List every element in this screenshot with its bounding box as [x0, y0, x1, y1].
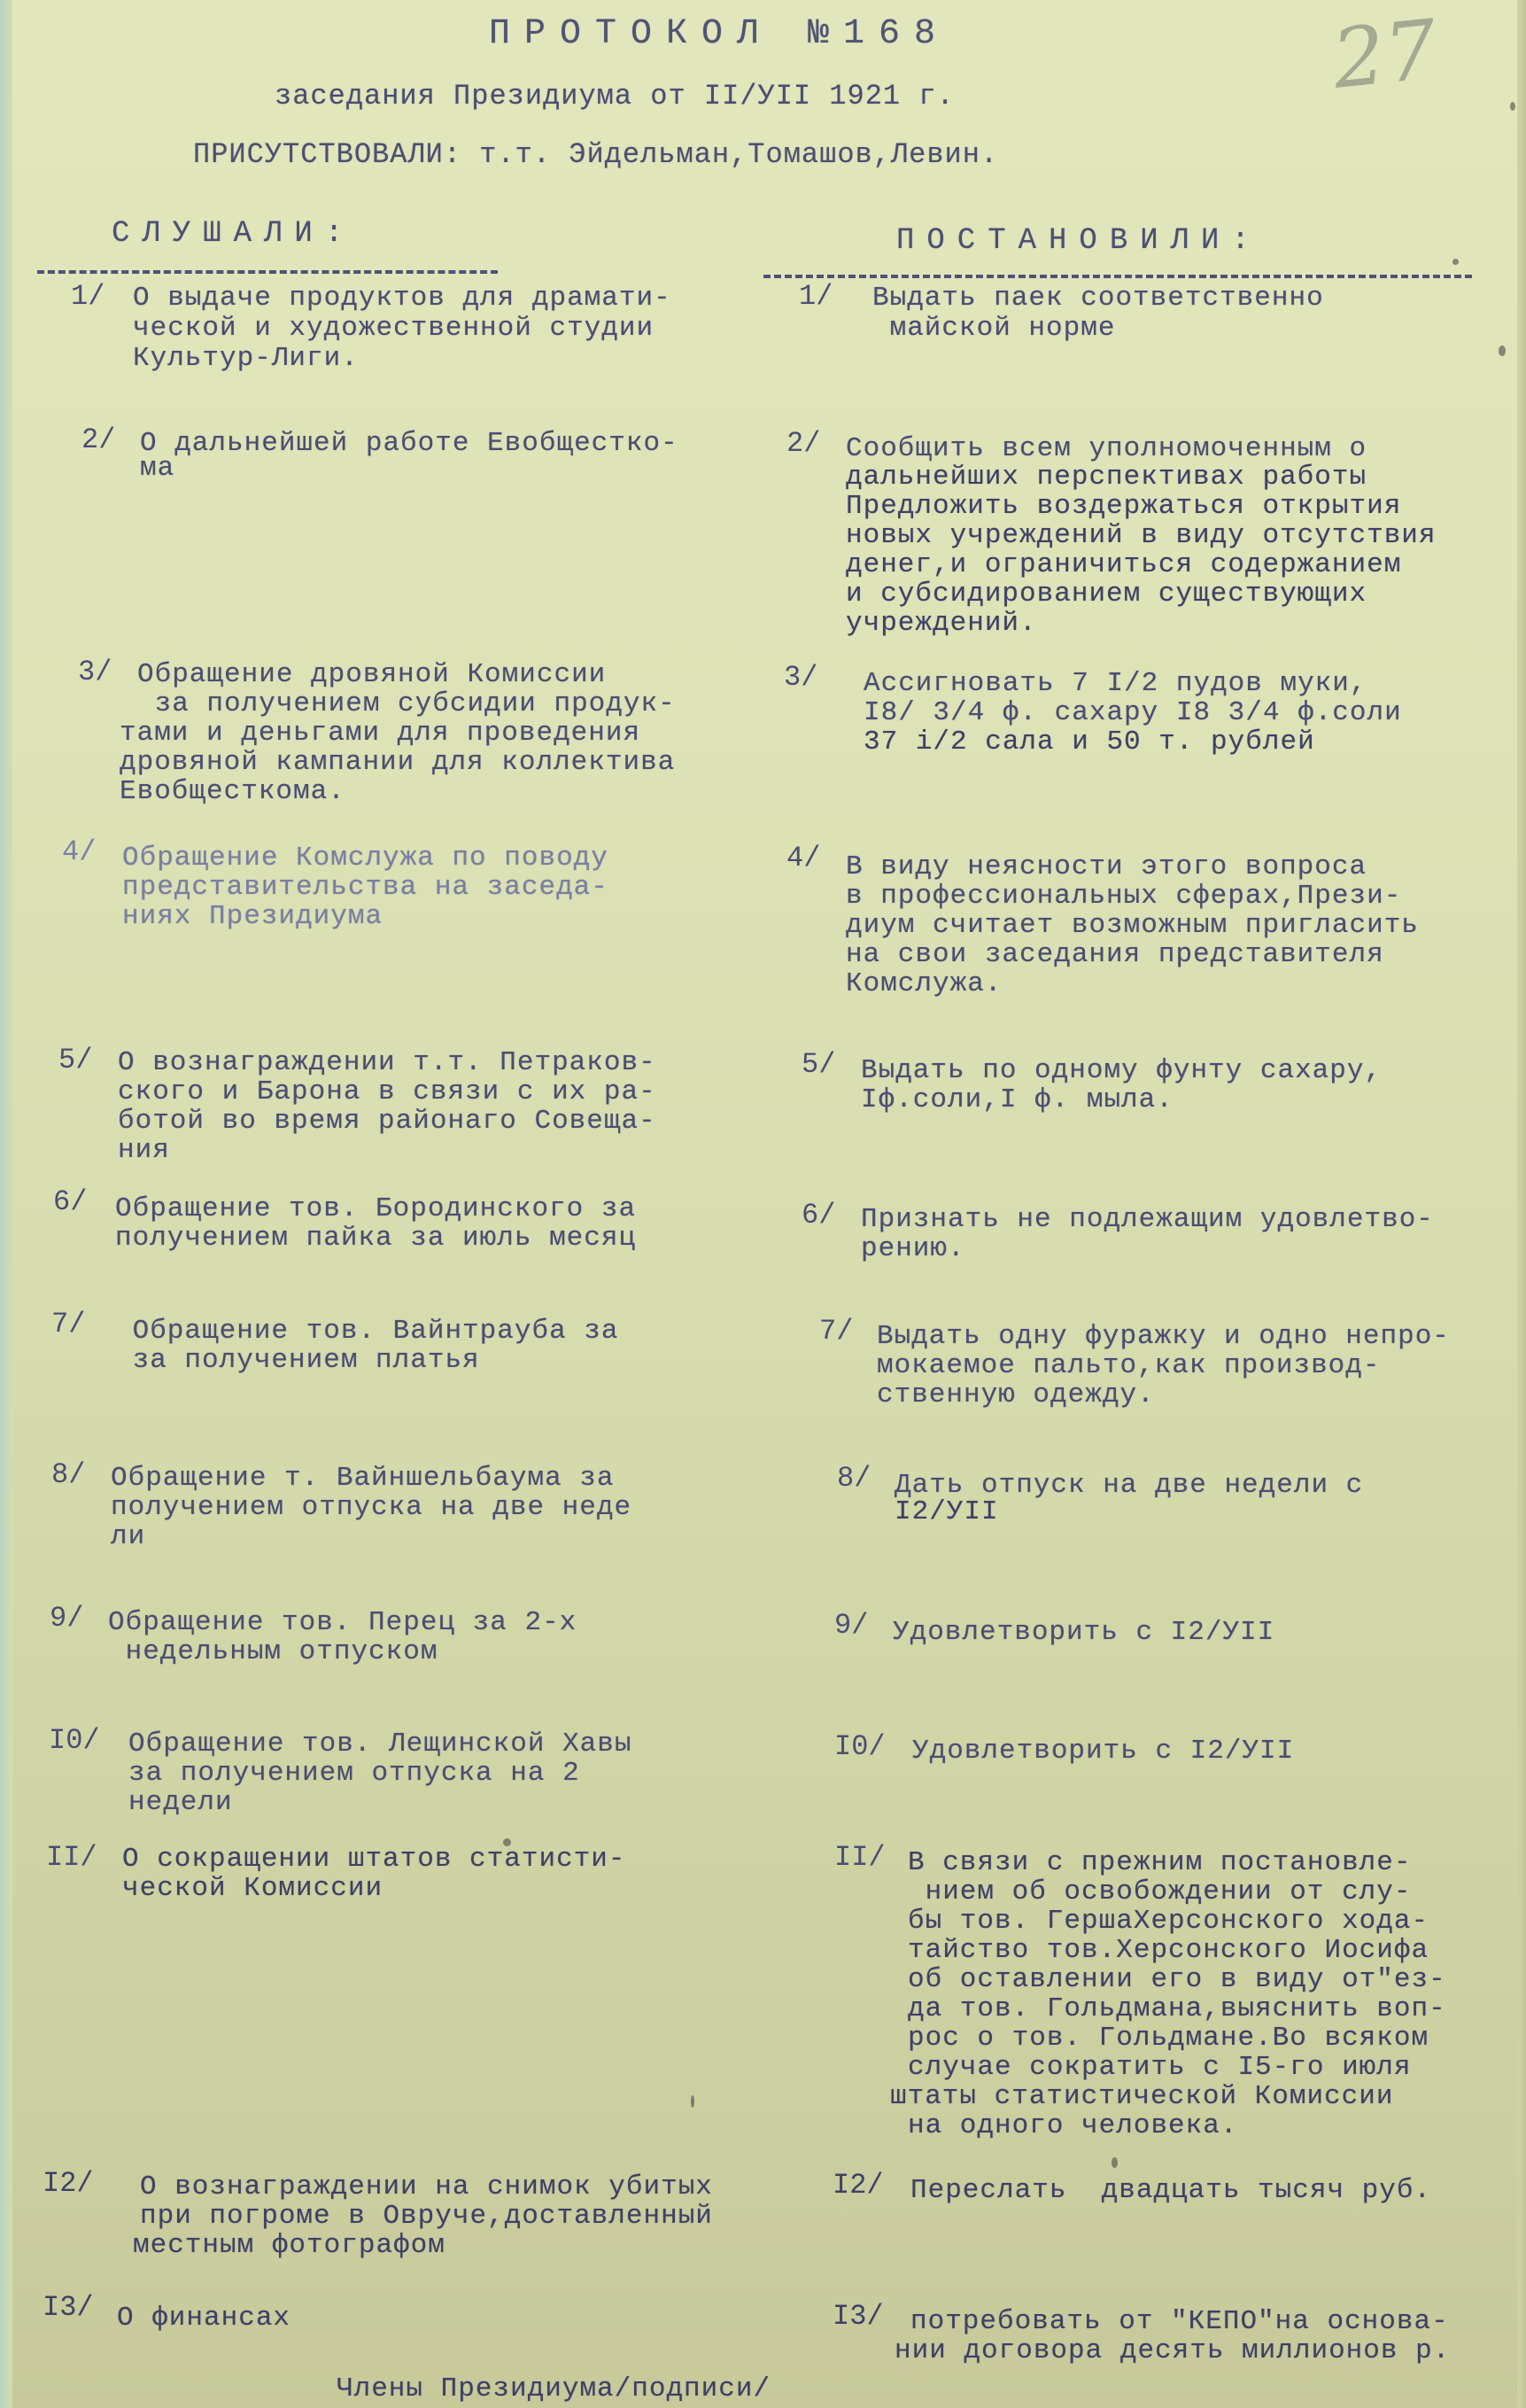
resolution-number: I3/: [833, 2300, 884, 2333]
item-resolved-line: на одного человека.: [908, 2110, 1238, 2141]
item-heard-line: ческой Комиссии: [122, 1873, 383, 1904]
item-heard-line: при погроме в Овруче,доставленный: [140, 2201, 713, 2232]
item-resolved-line: денег,и ограничиться содержанием: [846, 549, 1402, 580]
archival-page-number: 27: [1328, 2, 1442, 107]
item-heard-line: Обращение Комслужа по поводу: [122, 843, 608, 874]
item-number: 8/: [51, 1458, 86, 1491]
column-header-heard: СЛУШАЛИ:: [112, 217, 356, 251]
item-resolved-line: нии договора десять миллионов р.: [895, 2335, 1451, 2366]
resolution-number: II/: [834, 1841, 886, 1874]
item-heard-line: Культур-Лиги.: [133, 343, 359, 374]
item-resolved-line: бы тов. ГершаХерсонского хода-: [908, 1906, 1429, 1937]
item-heard-line: ния: [118, 1135, 170, 1166]
item-number: 3/: [78, 656, 112, 688]
item-resolved-line: в профессиональных сферах,Прези-: [846, 881, 1402, 912]
item-resolved-line: и субсидированием существующих: [846, 579, 1367, 610]
paper-speck: [1452, 259, 1459, 265]
item-heard-line: Обращение тов. Перец за 2-х: [108, 1607, 577, 1638]
item-resolved-line: Iф.соли,I ф. мыла.: [861, 1084, 1174, 1115]
paper-speck: [1499, 346, 1506, 356]
item-heard-line: дровяной кампании для коллектива: [120, 747, 676, 778]
item-resolved-line: дальнейших перспективах работы: [846, 462, 1367, 493]
signature-line: Члены Президиума/подписи/: [337, 2373, 771, 2404]
resolution-number: 7/: [819, 1315, 854, 1348]
resolution-number: 4/: [786, 842, 821, 874]
item-heard-line: О финансах: [117, 2303, 291, 2334]
item-heard-line: за получением платья: [115, 1345, 480, 1376]
paper-edge-right: [1517, 0, 1526, 2408]
item-resolved-line: штаты статистической Комиссии: [890, 2081, 1394, 2112]
item-heard-line: представительства на заседа-: [122, 872, 608, 903]
item-resolved-line: В виду неясности этого вопроса: [846, 851, 1367, 882]
resolution-number: 3/: [784, 661, 818, 694]
item-resolved-line: I2/УII: [895, 1496, 999, 1527]
paper-speck: [1510, 102, 1515, 111]
resolution-number: I0/: [834, 1730, 886, 1763]
attendees-line: ПРИСУТСТВОВАЛИ: т.т. Эйдельман,Томашов,Левин.: [193, 138, 999, 171]
item-resolved-line: Переслать двадцать тысяч руб.: [910, 2175, 1432, 2206]
item-heard-line: ли: [111, 1521, 146, 1552]
item-heard-line: ского и Барона в связи с их ра-: [118, 1076, 656, 1107]
item-resolved-line: учреждений.: [846, 608, 1037, 639]
item-heard-line: ниях Президиума: [122, 901, 383, 932]
item-heard-line: Обращение тов. Лещинской Хавы: [128, 1728, 632, 1759]
item-heard-line: Обращение дровяной Комиссии: [137, 659, 607, 690]
item-resolved-line: Выдать одну фуражку и одно непро-: [877, 1321, 1450, 1352]
meeting-date-line: заседания Президиума от II/УII 1921 г.: [275, 80, 955, 113]
item-heard-line: недели: [128, 1787, 233, 1818]
item-resolved-line: об оставлении его в виду от"ез-: [908, 1964, 1446, 1995]
item-resolved-line: нием об освобождении от слу-: [908, 1876, 1412, 1907]
item-resolved-line: тайство тов.Херсонского Иосифа: [908, 1935, 1429, 1966]
item-number: 4/: [62, 835, 97, 868]
item-resolved-line: Предложить воздержаться открытия: [846, 491, 1402, 522]
item-heard-line: О выдаче продуктов для драмати-: [133, 283, 671, 314]
divider-left: [37, 270, 498, 274]
paper-speck: [1112, 2157, 1118, 2168]
item-resolved-line: Комслужа.: [846, 968, 1003, 999]
paper-speck: [691, 2095, 694, 2108]
item-heard-line: ботой во время районаго Совеща-: [118, 1106, 656, 1137]
item-resolved-line: рос о тов. Гольдмане.Во всяком: [908, 2023, 1429, 2054]
item-heard-line: ма: [140, 453, 175, 484]
item-heard-line: Обращение тов. Вайнтрауба за: [115, 1316, 619, 1347]
item-heard-line: О вознаграждении т.т. Петраков-: [118, 1047, 656, 1078]
resolution-number: 6/: [802, 1199, 836, 1231]
item-heard-line: за получением отпуска на 2: [128, 1758, 580, 1789]
item-heard-line: получением пайка за июль месяц: [115, 1223, 637, 1254]
item-heard-line: за получением субсидии продук-: [137, 688, 676, 719]
resolution-number: 5/: [802, 1048, 836, 1081]
item-heard-line: тами и деньгами для проведения: [120, 718, 641, 749]
item-heard-line: Евобщесткома.: [120, 776, 345, 807]
item-resolved-line: потребовать от "КЕПО"на основа-: [910, 2306, 1449, 2337]
item-resolved-line: Удовлетворить с I2/УII: [912, 1736, 1295, 1767]
item-resolved-line: Удовлетворить с I2/УII: [893, 1617, 1275, 1648]
item-resolved-line: да тов. Гольдмана,выяснить воп-: [908, 1993, 1446, 2024]
item-number: I0/: [49, 1724, 100, 1757]
item-resolved-line: рению.: [861, 1233, 965, 1264]
item-number: 9/: [50, 1602, 84, 1635]
item-number: 1/: [71, 280, 105, 313]
item-heard-line: местным фотографом: [133, 2230, 445, 2261]
resolution-number: I2/: [833, 2169, 884, 2202]
item-number: II/: [46, 1841, 97, 1874]
resolution-number: 8/: [837, 1462, 871, 1495]
divider-right: [763, 275, 1472, 278]
item-resolved-line: В связи с прежним постановле-: [908, 1847, 1412, 1878]
item-heard-line: О дальнейшей работе Евобщестко-: [140, 428, 678, 459]
item-number: 2/: [81, 423, 116, 456]
document-title: ПРОТОКОЛ №168: [489, 14, 950, 54]
item-number: 7/: [51, 1308, 86, 1340]
item-heard-line: О сокращении штатов статисти-: [122, 1844, 626, 1875]
item-heard-line: недельным отпуском: [108, 1636, 438, 1667]
resolution-number: 2/: [786, 427, 821, 460]
item-resolved-line: случае сократить с I5-го июля: [908, 2052, 1412, 2083]
column-header-resolved: ПОСТАНОВИЛИ:: [896, 224, 1262, 258]
item-resolved-line: I8/ 3/4 ф. сахару I8 3/4 ф.соли: [864, 697, 1402, 728]
item-resolved-line: майской норме: [872, 313, 1116, 344]
item-resolved-line: ственную одежду.: [877, 1379, 1155, 1410]
item-resolved-line: новых учреждений в виду отсутствия: [846, 520, 1437, 551]
item-heard-line: Обращение т. Вайншельбаума за: [111, 1463, 615, 1494]
item-number: 6/: [53, 1185, 88, 1218]
item-resolved-line: диум считает возможным пригласить: [846, 910, 1419, 941]
item-heard-line: О вознаграждении на снимок убитых: [140, 2171, 713, 2202]
item-resolved-line: Признать не подлежащим удовлетво-: [861, 1204, 1434, 1235]
item-resolved-line: мокаемое пальто,как производ-: [877, 1350, 1381, 1381]
resolution-number: 9/: [834, 1609, 869, 1642]
item-resolved-line: Выдать по одному фунту сахару,: [861, 1055, 1383, 1086]
item-heard-line: ческой и художественной студии: [133, 313, 655, 344]
item-resolved-line: Сообщить всем уполномоченным о: [846, 433, 1367, 464]
item-heard-line: получением отпуска на две неде: [111, 1492, 632, 1523]
item-resolved-line: Дать отпуск на две недели с: [895, 1470, 1364, 1501]
paper-edge-left: [0, 0, 12, 2408]
item-resolved-line: Выдать паек соответственно: [872, 283, 1324, 314]
item-resolved-line: Ассигновать 7 I/2 пудов муки,: [864, 668, 1367, 699]
item-number: I3/: [43, 2291, 94, 2324]
item-number: I2/: [43, 2167, 94, 2200]
item-heard-line: Обращение тов. Бородинского за: [115, 1193, 637, 1224]
resolution-number: 1/: [799, 280, 833, 313]
item-resolved-line: 37 i/2 сала и 50 т. рублей: [864, 726, 1315, 757]
item-number: 5/: [58, 1044, 93, 1076]
item-resolved-line: на свои заседания представителя: [846, 939, 1384, 970]
